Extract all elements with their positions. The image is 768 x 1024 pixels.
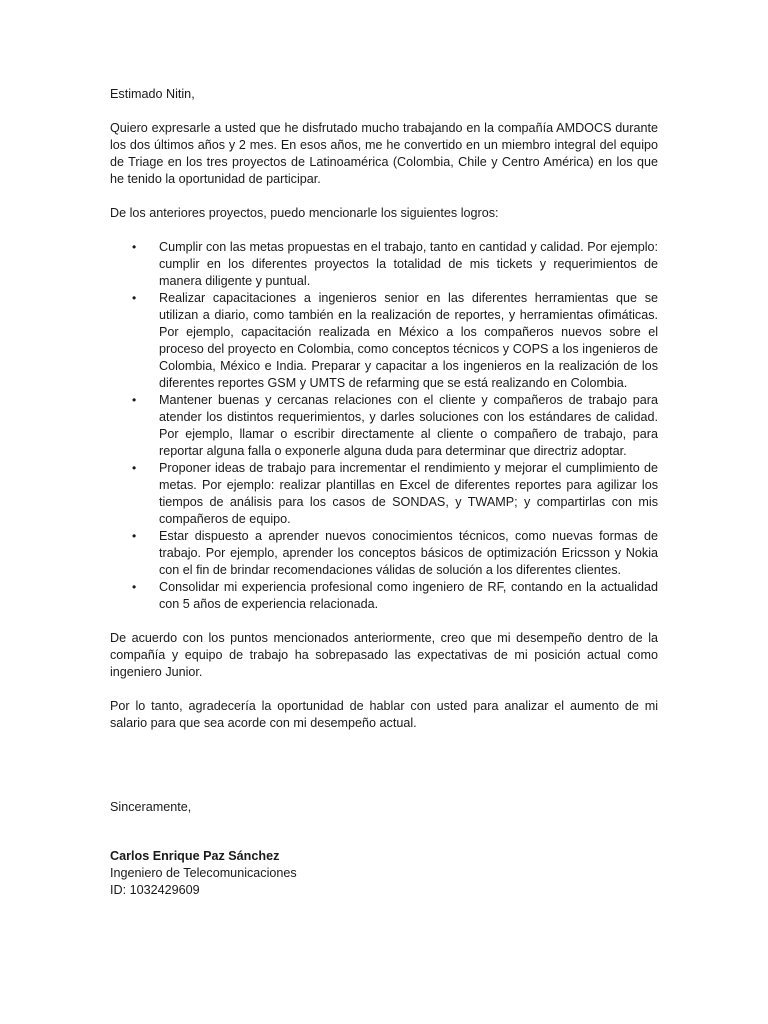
request-paragraph: Por lo tanto, agradecería la oportunidad de hablar con usted para analizar el aumento de mi salario para que sea acorde con mi desempeño actual. — [110, 699, 658, 730]
list-item — [110, 392, 658, 460]
achievement-text: Proponer ideas de trabajo para incrementar el rendimiento y mejorar el cumplimiento de metas. Por ejemplo: realizar plantillas en Excel de diferentes reportes para agilizar los tiempos de análisis para los casos de SONDAS, y TWAMP; y compartirlas con mis compañeros de equipo. — [159, 461, 658, 526]
bullet-icon: • — [132, 240, 137, 254]
closing: Sinceramente, — [110, 800, 192, 814]
signature-block — [110, 848, 658, 899]
achievement-text: Estar dispuesto a aprender nuevos conocimientos técnicos, como nuevas formas de trabajo. Por ejemplo, aprender los conceptos básicos de optimización Ericsson y Nokia con el fin de brindar recomendaciones válidas de solución a los diferentes clientes. — [159, 529, 658, 577]
signature-id: ID: 1032429609 — [110, 883, 200, 897]
signature-name: Carlos Enrique Paz Sánchez — [110, 849, 280, 863]
list-item — [110, 290, 658, 392]
list-item — [110, 579, 658, 613]
achievement-text: Consolidar mi experiencia profesional como ingeniero de RF, contando en la actualidad con 5 años de experiencia relacionada. — [159, 580, 658, 611]
performance-paragraph: De acuerdo con los puntos mencionados anteriormente, creo que mi desempeño dentro de la compañía y equipo de trabajo ha sobrepasado las expectativas de mi posición actual como ingeniero Junior. — [110, 631, 658, 679]
achievement-text: Cumplir con las metas propuestas en el trabajo, tanto en cantidad y calidad. Por ejemplo: cumplir en los diferentes proyectos la totalidad de mis tickets y requerimientos de manera diligente y puntual. — [159, 240, 658, 288]
bullet-icon: • — [132, 529, 137, 543]
bullet-icon: • — [132, 393, 137, 407]
bullet-icon: • — [132, 291, 137, 305]
signature-title: Ingeniero de Telecomunicaciones — [110, 866, 297, 880]
achievement-text: Mantener buenas y cercanas relaciones con el cliente y compañeros de trabajo para atender los distintos requerimientos, y darles soluciones con los estándares de calidad. Por ejemplo, llamar o escribir directamente al cliente o compañero de trabajo, para reportar alguna falla o exponerle alguna duda para determinar que directriz adoptar. — [159, 393, 658, 458]
achievement-text: Realizar capacitaciones a ingenieros senior en las diferentes herramientas que se utilizan a diario, como también en la realización de reportes, y herramientas ofimáticas. Por ejemplo, capacitación realizada en México a los compañeros nuevos sobre el proceso del proyecto en Colombia, como conceptos técnicos y COPS a los ingenieros de Colombia, México e India. Preparar y capacitar a los ingenieros en la realización de los diferentes reportes GSM y UMTS de refarming que se está realizando en Colombia. — [159, 291, 658, 390]
bullet-icon: • — [132, 580, 137, 594]
achievements-list — [110, 239, 658, 613]
achievements-intro: De los anteriores proyectos, puedo mencionarle los siguientes logros: — [110, 206, 499, 220]
list-item — [110, 460, 658, 528]
intro-paragraph: Quiero expresarle a usted que he disfrutado mucho trabajando en la compañía AMDOCS durante los dos últimos años y 2 mes. En esos años, me he convertido en un miembro integral del equipo de Triage en los tres proyectos de Latinoamérica (Colombia, Chile y Centro América) en los que he tenido la oportunidad de participar. — [110, 121, 658, 186]
list-item — [110, 528, 658, 579]
bullet-icon: • — [132, 461, 137, 475]
letter-body — [110, 86, 658, 899]
list-item — [110, 239, 658, 290]
salutation: Estimado Nitin, — [110, 87, 195, 101]
